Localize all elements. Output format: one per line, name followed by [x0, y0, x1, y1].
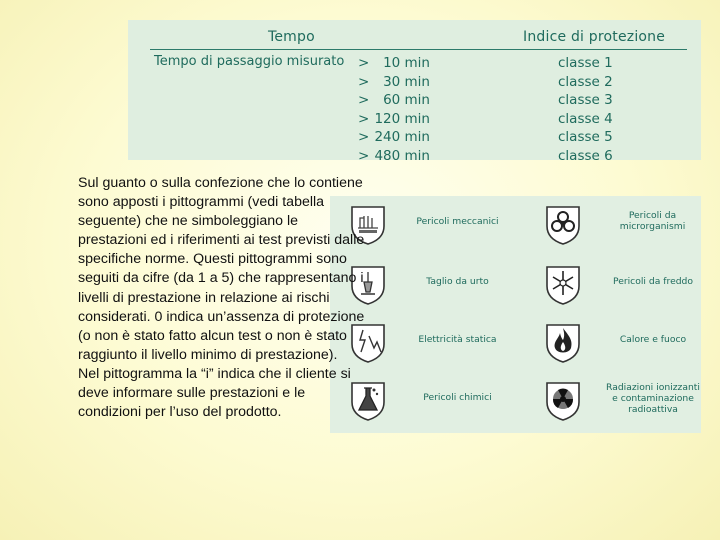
class-cell: classe 1 — [558, 55, 613, 71]
time-cell: 120 min — [374, 110, 430, 127]
label-radiation: Radiazioni ionizzanti e contaminazione radioattiva — [606, 382, 700, 415]
time-cell: 10 min — [383, 55, 430, 71]
symbol-cell: > — [358, 129, 370, 145]
symbol-cell: > — [358, 55, 370, 71]
class-cell: classe 5 — [558, 129, 613, 145]
time-column — [374, 54, 430, 165]
protection-time-table — [128, 20, 701, 164]
header-protection-index: Indice di protezione — [523, 29, 666, 45]
class-column — [558, 54, 628, 165]
header-divider — [150, 49, 687, 50]
heat-fire-icon — [545, 322, 581, 364]
pictogram-panel — [330, 196, 701, 433]
cold-hazard-icon — [545, 264, 581, 306]
row-label: Tempo di passaggio misurato — [154, 54, 345, 69]
paragraph-pictogram-explanation: Sul guanto o sulla confezione che lo contiene sono apposti i pittogrammi (vedi tabella seguente) che ne simboleggiano le prestazioni ed i riferimenti ai test previsti dalle specifiche norme. Questi pittogrammi sono seguiti da cifre (da 1 a 5) che rappresentano i livelli di prestazione in relazione ai rischi considerati. 0 indica un’assenza di protezione (o non è stato fatto alcun test o non è stato raggiunto il livello minimo di prestazione). — [78, 175, 365, 363]
class-cell: classe 4 — [558, 110, 613, 127]
label-biohazard: Pericoli da microrganismi — [619, 210, 686, 232]
header-time: Tempo — [268, 29, 315, 45]
time-cell: 240 min — [374, 129, 430, 145]
explanation-text — [78, 174, 368, 422]
class-cell: classe 6 — [558, 147, 613, 164]
paragraph-info-note: Nel pittogramma la “i” indica che il cliente si deve informare sulle prestazioni e le condizioni per l’uso del prodotto. — [78, 365, 351, 421]
label-mechanical-hazard: Pericoli meccanici — [416, 216, 499, 227]
time-cell: 60 min — [383, 92, 430, 108]
symbol-cell: > — [358, 147, 370, 164]
class-cell: classe 2 — [558, 73, 613, 90]
label-static-electricity: Elettricità statica — [418, 334, 497, 345]
label-chemical-hazard: Pericoli chimici — [423, 392, 492, 403]
radiation-icon — [545, 380, 581, 422]
class-cell: classe 3 — [558, 92, 613, 108]
biohazard-icon — [545, 204, 581, 246]
symbol-cell: > — [358, 110, 370, 127]
time-cell: 480 min — [374, 147, 430, 164]
symbol-column — [358, 54, 374, 165]
label-impact-cut: Taglio da urto — [426, 276, 489, 287]
symbol-cell: > — [358, 73, 370, 90]
label-heat-fire: Calore e fuoco — [619, 334, 687, 345]
label-cold-hazard: Pericoli da freddo — [612, 276, 694, 287]
time-cell: 30 min — [383, 73, 430, 90]
symbol-cell: > — [358, 92, 370, 108]
